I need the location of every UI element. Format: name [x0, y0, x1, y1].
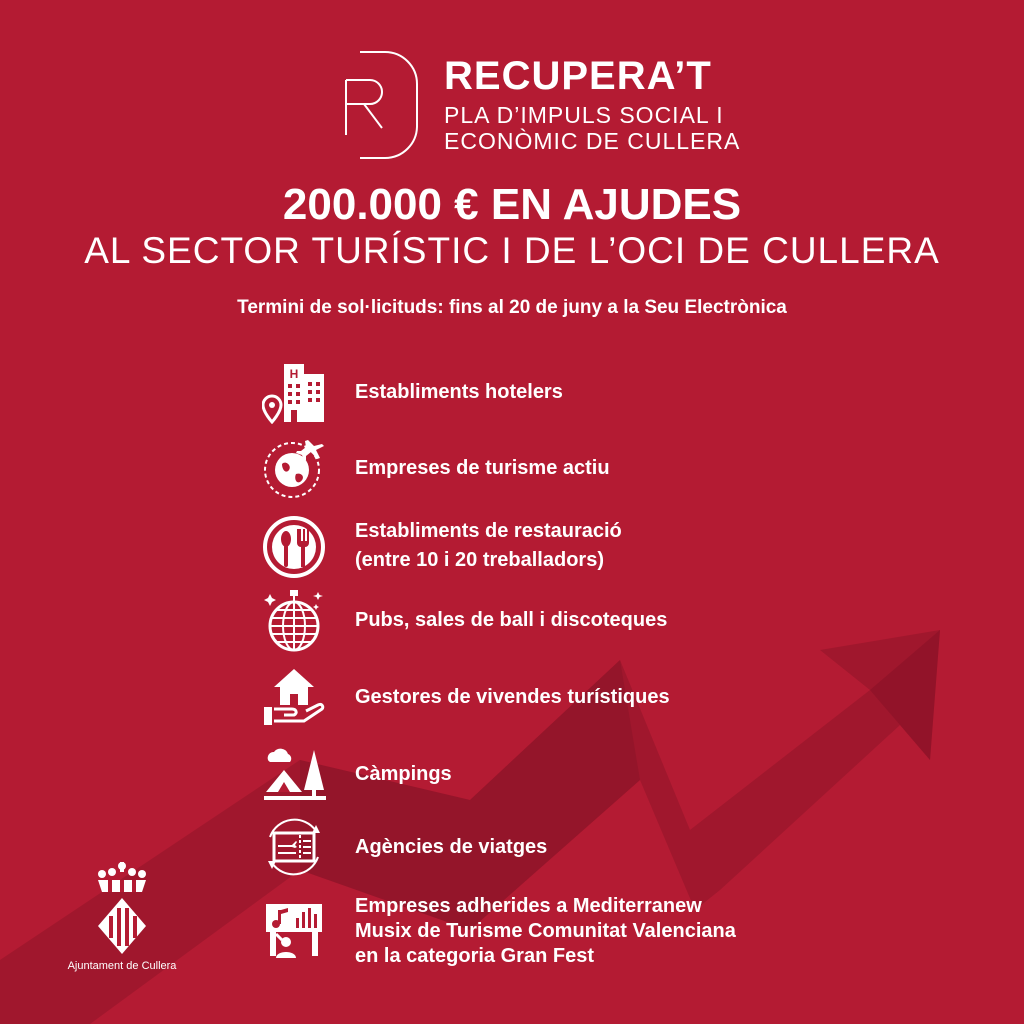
- item-label-line2: (entre 10 i 20 treballadors): [355, 549, 604, 571]
- disco-ball-icon: [262, 588, 326, 652]
- coat-of-arms-icon: [90, 860, 154, 956]
- item-label: Pubs, sales de ball i discoteques: [355, 609, 668, 631]
- ajuntament-name: Ajuntament de Cullera: [67, 960, 177, 972]
- ajuntament-logo: [60, 860, 190, 975]
- item-label: Gestores de vivendes turístiques: [355, 686, 670, 708]
- globe-plane-icon: [262, 436, 326, 500]
- house-hand-icon: [262, 665, 326, 729]
- recupera-r-icon: [340, 50, 420, 160]
- subheadline: AL SECTOR TURÍSTIC I DE L’OCI DE CULLERA: [84, 230, 940, 271]
- headline: 200.000 € EN AJUDES: [282, 180, 742, 229]
- item-label-line2: Musix de Turisme Comunitat Valenciana: [355, 920, 736, 942]
- logo-title: RECUPERA’T: [444, 54, 712, 98]
- item-label: Empreses de turisme actiu: [355, 457, 610, 479]
- item-label-line1: Establiments de restauració: [355, 520, 622, 542]
- item-label: Agències de viatges: [355, 836, 548, 858]
- svg-text:H: H: [289, 367, 299, 381]
- logo-subtitle-line2: ECONÒMIC DE CULLERA: [444, 128, 741, 154]
- item-label-line3: en la categoria Gran Fest: [355, 945, 594, 967]
- item-label: Càmpings: [355, 763, 452, 785]
- recupera-logo: [340, 50, 740, 160]
- camping-icon: [262, 742, 326, 806]
- deadline-text: Termini de sol·licituds: fins al 20 de juny a la Seu Electrònica: [237, 297, 787, 318]
- music-stage-icon: [262, 896, 326, 960]
- hotel-icon: [262, 360, 326, 424]
- item-label: Establiments hotelers: [355, 381, 563, 403]
- item-label-line1: Empreses adherides a Mediterranew: [355, 895, 702, 917]
- restaurant-icon: [262, 515, 326, 579]
- logo-subtitle-line1: PLA D’IMPULS SOCIAL I: [444, 102, 724, 128]
- travel-ticket-icon: [262, 815, 326, 879]
